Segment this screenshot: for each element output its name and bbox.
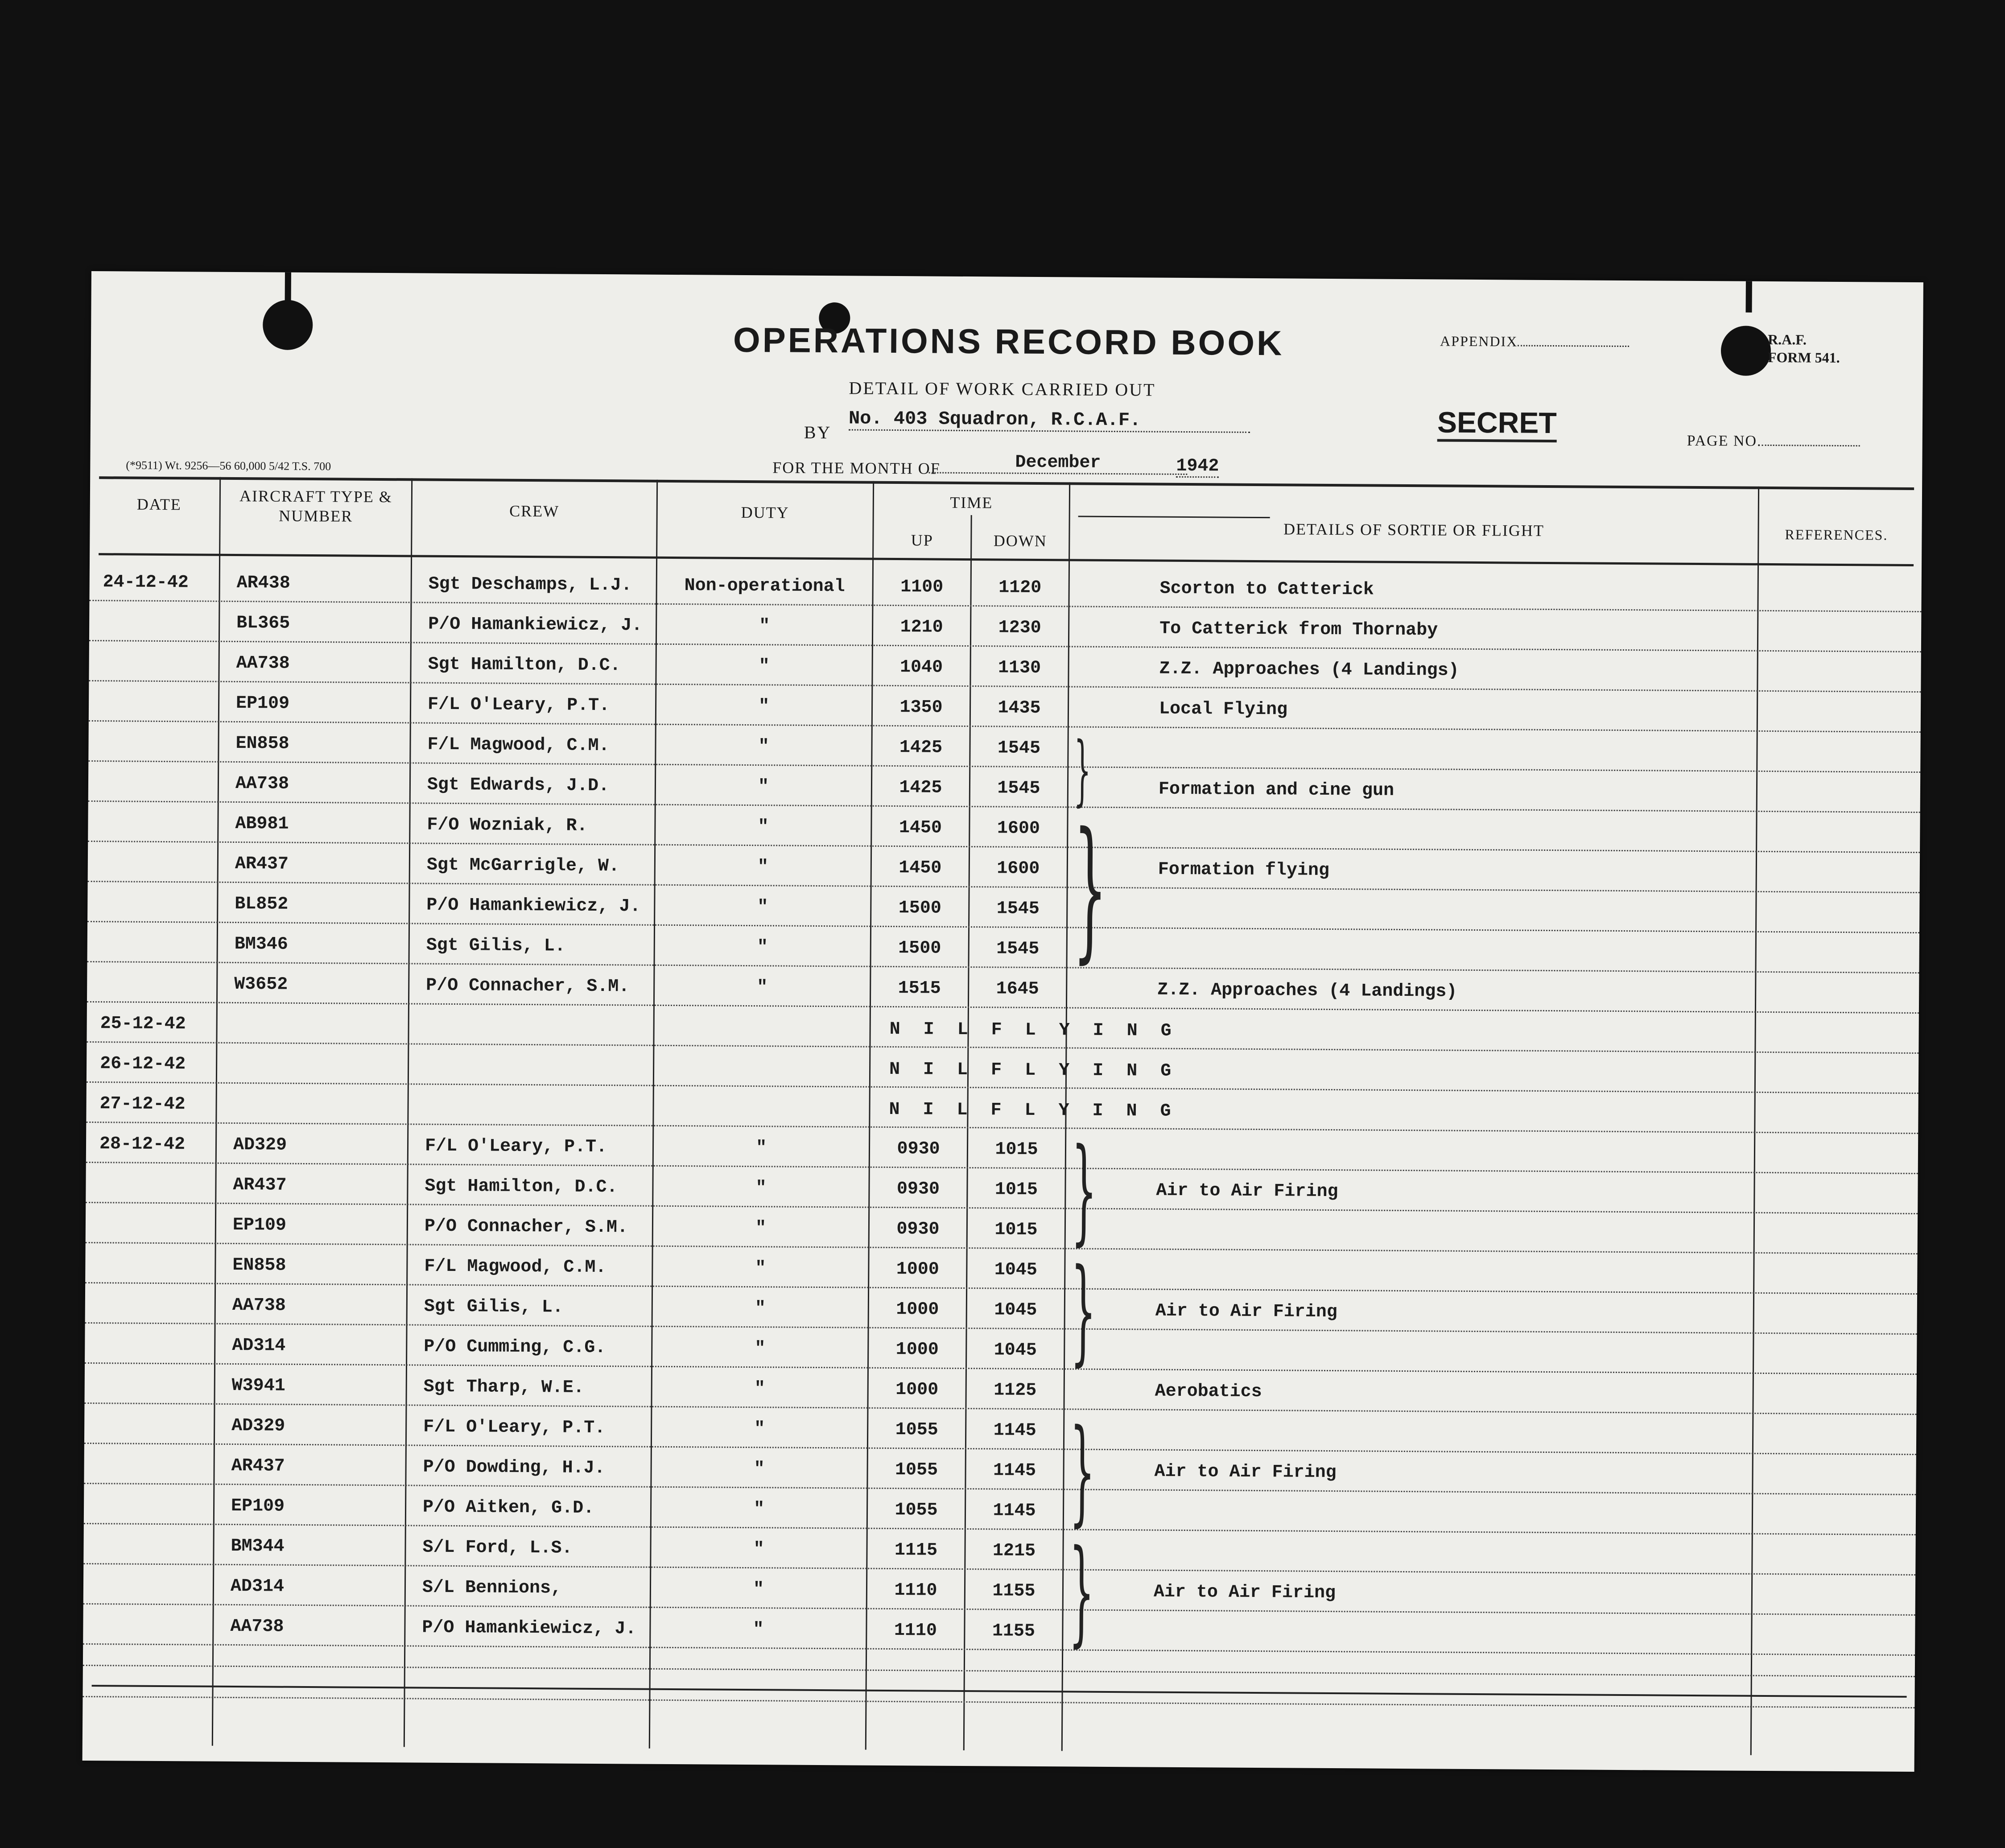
cell-crew: S/L Ford, L.S. [422,1537,573,1559]
cell-down [969,1099,1065,1100]
cell-aircraft: W3941 [231,1375,285,1396]
punch-hole-left [263,300,313,350]
cell-up: 1500 [898,938,941,959]
cell-details: Air to Air Firing [1156,1180,1338,1202]
cell-down: 1545 [996,899,1040,920]
cell-date: 27-12-42 [99,1094,186,1115]
row-rule [85,1362,1917,1375]
cell-duty: " [754,1419,765,1440]
cell-crew [425,1096,653,1097]
cell-duty [654,1097,869,1099]
group-brace: } [1070,1244,1097,1378]
cell-details: Air to Air Firing [1155,1301,1338,1323]
cell-down [969,1059,1065,1060]
cell-down: 1215 [992,1541,1036,1561]
col-header-date: DATE [136,495,182,514]
cell-aircraft: EP109 [235,693,290,714]
classification-label: SECRET [1437,405,1557,442]
month-value: December [928,452,1187,475]
cell-crew: Sgt Gilis, L. [426,935,565,957]
col-header-references: REFERENCES. [1785,526,1888,543]
cell-aircraft: EN858 [235,733,289,754]
cell-aircraft: AD314 [232,1335,286,1356]
cell-crew: P/O Connacher, S.M. [426,975,630,997]
cell-aircraft: W3652 [234,974,288,995]
cell-details: To Catterick from Thornaby [1159,619,1438,641]
cell-duty [654,1057,869,1059]
print-code: (*9511) Wt. 9256—56 60,000 5/42 T.S. 700 [126,458,331,473]
unit-name: No. 403 Squadron, R.C.A.F. [849,408,1250,433]
cell-up: 1115 [894,1540,938,1561]
cell-details: Formation and cine gun [1158,779,1394,801]
cell-details [1157,1101,1750,1104]
cell-up: 0930 [897,1139,940,1159]
cell-duty: " [754,1459,765,1480]
cell-down: 1125 [994,1380,1037,1401]
cell-down: 1145 [993,1501,1036,1521]
cell-aircraft [234,1095,403,1096]
cell-duty: " [753,1580,764,1600]
cell-duty: " [757,857,768,878]
cell-date [101,853,217,854]
cell-date [101,893,217,894]
cell-crew: P/O Aitken, G.D. [422,1497,594,1518]
cell-date [102,733,218,734]
group-brace: } [1069,1405,1096,1538]
col-header-duty: DUTY [741,503,789,522]
cell-duty: " [753,1539,764,1560]
row-rule [87,961,1919,974]
cell-duty: " [759,656,770,677]
cell-aircraft: AD329 [231,1415,285,1436]
cell-crew: Sgt Deschamps, L.J. [428,574,632,596]
cell-details [1156,1141,1749,1144]
cell-details [1158,900,1751,903]
cell-details: Aerobatics [1155,1381,1262,1402]
cell-date [98,1375,214,1376]
cell-down: 1230 [998,618,1041,639]
cell-aircraft: AD329 [233,1134,287,1155]
cell-details [1156,1221,1749,1225]
cell-down: 1015 [994,1180,1038,1200]
cell-date [98,1455,214,1456]
cell-date: 24-12-42 [103,572,189,593]
punch-hole-right [1721,326,1771,376]
row-rule [85,1282,1917,1295]
cell-details [1155,1422,1748,1425]
cell-down: 1045 [994,1300,1037,1320]
cell-date [98,1415,214,1416]
cell-crew: Sgt Gilis, L. [424,1296,564,1318]
cell-details [1154,1502,1747,1506]
cell-up: 1450 [899,858,942,879]
cell-date [102,813,218,814]
cell-details: Air to Air Firing [1154,1461,1337,1483]
cell-crew: F/O Wozniak, R. [427,815,588,836]
cell-duty: " [755,1339,766,1359]
cell-duty: " [753,1499,765,1520]
nil-flying-note: N I L F L Y I N G [889,1019,1178,1041]
cell-aircraft: AA738 [236,653,290,674]
cell-aircraft: AA738 [232,1295,286,1316]
cell-aircraft: AR437 [233,1175,287,1196]
row-rule [83,1563,1915,1576]
cell-duty: " [753,1620,764,1640]
cell-date [98,1335,214,1336]
cell-aircraft: AD314 [230,1576,285,1597]
cell-details [1155,1341,1748,1345]
cell-details [1159,739,1752,743]
cell-duty: " [755,1178,767,1199]
nil-flying-note: N I L F L Y I N G [889,1099,1177,1122]
cell-date [99,1174,215,1175]
cell-duty: " [758,777,769,797]
cell-aircraft: AR437 [235,854,289,874]
cell-aircraft: BL852 [235,894,289,915]
cell-aircraft: AR438 [236,573,290,594]
cell-down: 1155 [992,1581,1036,1601]
cell-aircraft: EP109 [231,1496,285,1517]
cell-up: 1000 [896,1299,939,1320]
col-header-crew: CREW [509,502,560,520]
cell-duty: " [755,1218,767,1239]
page-title: OPERATIONS RECORD BOOK [733,320,1284,363]
cell-date [103,652,219,653]
table-bottom-rule [92,1685,1907,1698]
cell-aircraft: BL365 [236,613,290,634]
cell-date: 25-12-42 [100,1014,186,1035]
cell-duty: " [758,737,769,757]
cell-date [102,773,218,774]
col-header-time: TIME [950,493,993,512]
cell-details: Z.Z. Approaches (4 Landings) [1159,659,1459,681]
cell-down: 1120 [998,578,1042,598]
cell-up: 1000 [896,1259,939,1280]
cell-duty: " [757,937,768,958]
cell-crew: Sgt McGarrigle, W. [426,855,620,877]
cell-crew: F/L O'Leary, P.T. [427,694,610,716]
cell-crew [425,1056,653,1057]
cell-details [1155,1261,1749,1265]
cell-down: 1645 [996,979,1039,1000]
cell-date [103,612,219,613]
row-rule [88,841,1920,853]
cell-details: Scorton to Catterick [1159,578,1374,600]
cell-up: 1210 [900,617,943,638]
cell-date [97,1616,213,1617]
cell-down: 1015 [995,1139,1038,1160]
row-rule [87,1081,1918,1094]
group-brace: } [1071,1124,1097,1257]
cell-crew: P/O Hamankiewicz, J. [422,1617,636,1639]
cell-crew [426,1016,653,1017]
cell-up: 1055 [895,1460,938,1481]
cell-up: 0930 [896,1179,940,1200]
cell-duty: " [757,978,768,998]
cell-crew: Sgt Edwards, J.D. [427,775,610,796]
cell-crew: S/L Bennions, [422,1577,562,1599]
col-header-details: DETAILS OF SORTIE OR FLIGHT [1283,520,1545,540]
cell-crew: Sgt Tharp, W.E. [423,1377,584,1398]
table-header-rule [99,553,1914,566]
cell-up: 0930 [896,1219,940,1240]
cell-aircraft: AA738 [230,1616,284,1637]
cell-up: 1500 [898,898,941,919]
punch-hole-stem [1746,281,1752,313]
cell-date [99,1214,215,1215]
cell-up: 1000 [895,1340,939,1360]
group-brace: } [1073,726,1091,815]
cell-down: 1130 [998,658,1041,679]
row-rule [86,1122,1918,1134]
cell-details [1159,820,1752,823]
cell-up: 1055 [895,1500,938,1521]
cell-down: 1545 [996,939,1040,960]
cell-down: 1435 [998,698,1041,719]
cell-down: 1015 [994,1220,1038,1240]
cell-down: 1600 [997,818,1040,839]
cell-details: Formation flying [1158,859,1330,881]
cell-aircraft: EP109 [232,1215,287,1236]
cell-date: 26-12-42 [100,1054,186,1075]
cell-crew: F/L Magwood, C.M. [427,734,610,756]
cell-crew: P/O Connacher, S.M. [424,1216,628,1238]
row-rule [86,1242,1918,1254]
blank-row-rule [83,1696,1914,1708]
cell-crew: F/L O'Leary, P.T. [425,1136,607,1158]
cell-up: 1425 [899,778,942,798]
cell-down: 1045 [994,1340,1037,1361]
col-header-aircraft: AIRCRAFT TYPE & NUMBER [239,487,392,525]
cell-crew: F/L O'Leary, P.T. [423,1417,606,1439]
cell-crew: Sgt Hamilton, D.C. [428,654,621,676]
cell-aircraft: EN858 [232,1255,286,1276]
row-rule [88,760,1920,773]
cell-date [101,933,217,934]
cell-duty: " [757,897,768,918]
cell-duty [655,1017,870,1019]
cell-date: 28-12-42 [99,1134,186,1155]
cell-duty: " [755,1138,767,1159]
cell-up: 1055 [895,1420,938,1440]
cell-duty: " [754,1379,765,1399]
cell-aircraft: BM346 [234,934,288,955]
cell-down: 1600 [997,858,1040,879]
row-rule [84,1443,1916,1455]
cell-crew: F/L Magwood, C.M. [424,1256,606,1278]
page-number-label: PAGE NO. [1687,433,1860,450]
cell-details [1158,940,1751,944]
subtitle: DETAIL OF WORK CARRIED OUT [849,378,1156,400]
cell-down: 1145 [993,1420,1036,1441]
cell-up: 1350 [899,697,943,718]
cell-crew: P/O Hamankiewicz, J. [426,895,641,917]
form-label: R.A.F. FORM 541. [1767,331,1840,366]
blank-row-rule [83,1665,1915,1677]
cell-details [1154,1542,1747,1546]
cell-date [97,1535,213,1536]
cell-down: 1545 [997,778,1040,799]
cell-duty: " [758,697,770,717]
cell-down: 1155 [992,1621,1036,1642]
cell-duty: Non-operational [684,576,845,597]
col-header-up: UP [911,531,933,549]
row-rule [83,1643,1915,1656]
nil-flying-note: N I L F L Y I N G [889,1059,1178,1081]
group-brace: } [1069,1525,1095,1658]
cell-up: 1515 [898,978,941,999]
cell-aircraft: AB981 [235,813,289,834]
row-rule [86,1162,1918,1174]
cell-crew: P/O Hamankiewicz, J. [428,614,643,636]
cell-duty: " [755,1299,766,1319]
cell-date [97,1495,213,1496]
month-label: FOR THE MONTH OF [772,458,941,478]
cell-duty: " [759,616,770,637]
cell-down: 1045 [994,1260,1037,1280]
punch-hole-stem [285,272,291,304]
year-value: 1942 [1176,456,1219,478]
group-brace: } [1073,800,1108,978]
cell-aircraft: AR437 [231,1456,285,1477]
cell-crew: P/O Dowding, H.J. [423,1457,605,1479]
cell-aircraft: AA738 [235,773,289,794]
cell-up: 1100 [900,577,944,598]
cell-aircraft: BM344 [231,1536,285,1557]
cell-up: 1040 [899,657,943,678]
cell-date [99,1254,215,1255]
cell-duty: " [755,1258,766,1279]
cell-up: 1450 [899,818,942,838]
cell-details [1154,1622,1747,1626]
cell-duty: " [758,817,769,837]
cell-down: 1145 [993,1460,1036,1481]
row-rule [84,1523,1916,1535]
cell-details [1157,1020,1750,1024]
row-rule [87,921,1919,933]
cell-details: Air to Air Firing [1153,1582,1336,1604]
cell-details [1157,1060,1750,1064]
cell-aircraft [234,1055,403,1056]
cell-up: 1000 [895,1380,939,1400]
by-label: BY [804,422,832,443]
col-header-down: DOWN [993,532,1047,550]
appendix-label: APPENDIX [1440,333,1629,351]
cell-crew: Sgt Hamilton, D.C. [425,1176,618,1198]
cell-down: 1545 [997,738,1041,759]
cell-up: 1425 [899,738,943,758]
record-sheet [83,271,1923,1772]
cell-up: 1110 [894,1621,937,1641]
cell-details: Local Flying [1159,699,1288,720]
cell-crew: P/O Cumming, C.G. [424,1336,606,1358]
cell-up: 1110 [894,1580,937,1601]
row-rule [87,1041,1918,1054]
cell-details: Z.Z. Approaches (4 Landings) [1157,980,1457,1002]
